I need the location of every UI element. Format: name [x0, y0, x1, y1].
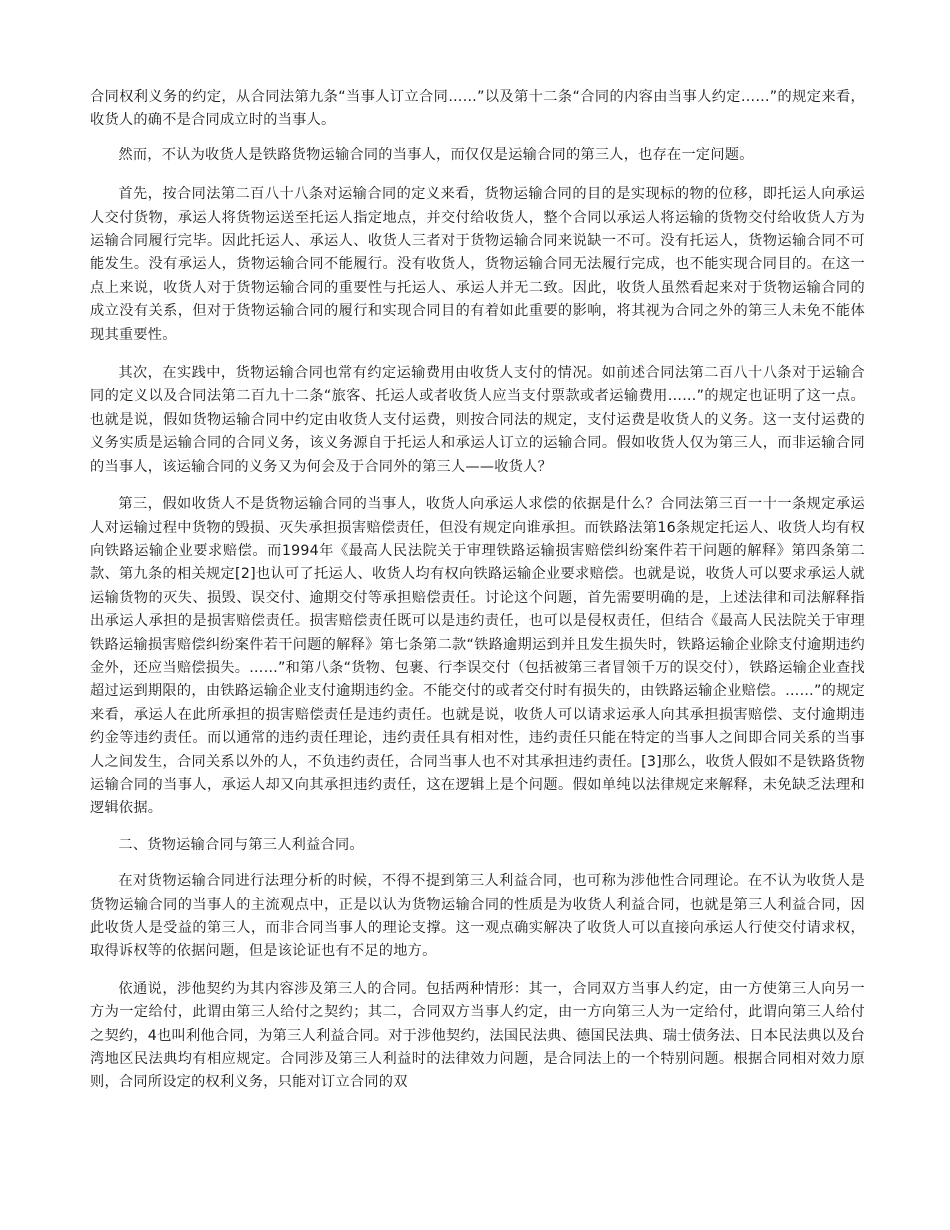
- paragraph-general-theory: 依通说，涉他契约为其内容涉及第三人的合同。包括两种情形：其一，合同双方当事人约定，由一方使第三人向另一方为一定给付，此谓由第三人给付之契约；其二，合同双方当事人约定，由一方向第三人为一定给付，此谓向第三人给付之契约，4也叫利他合同，为第三人利益合同。对于涉他契约，法国民法典、德国民法典、瑞士债务法、日本民法典以及台湾地区民法典均有相应规定。合同涉及第三人利益时的法律效力问题，是合同法上的一个特别问题。根据合同相对效力原则，合同所设定的权利义务，只能对订立合同的双: [90, 980, 865, 1091]
- paragraph-second-point: 其次，在实践中，货物运输合同也常有约定运输费用由收货人支付的情况。如前述合同法第二百八十八条对于运输合同的定义以及合同法第二百九十二条“旅客、托运人或者收货人应当支付票款或者运输费用……”的规定也证明了这一点。也就是说，假如货物运输合同中约定由收货人支付运费，则按合同法的规定，支付运费是收货人的义务。这一支付运费的义务实质是运输合同的合同义务，该义务源自于托运人和承运人订立的运输合同。假如收货人仅为第三人，而非运输合同的当事人，该运输合同的义务又为何会及于合同外的第三人——收货人？: [90, 365, 865, 475]
- paragraph-continuation: 合同权利义务的约定，从合同法第九条“当事人订立合同……”以及第十二条“合同的内容由当事人约定……”的规定来看，收货人的确不是合同成立时的当事人。: [90, 89, 865, 129]
- paragraph-third-party-contract: 在对货物运输合同进行法理分析的时候，不得不提到第三人利益合同，也可称为涉他性合同理论。在不认为收货人是货物运输合同的当事人的主流观点中，正是以认为货物运输合同的性质是为收货人利益合同，也就是第三人利益合同，因此收货人是受益的第三人，而非合同当事人的理论支撑。这一观点确实解决了收货人可以直接向承运人行使交付请求权，取得诉权等的依据问题，但是该论证也有不足的地方。: [90, 873, 865, 960]
- paragraph-however: 然而，不认为收货人是铁路货物运输合同的当事人，而仅仅是运输合同的第三人，也存在一定问题。: [118, 146, 754, 163]
- paragraph-third-point: 第三，假如收货人不是货物运输合同的当事人，收货人向承运人求偿的依据是什么？合同法第三百一十一条规定承运人对运输过程中货物的毁损、灭失承担损害赔偿责任，但没有规定向谁承担。而铁路法第16条规定托运人、收货人均有权向铁路运输企业要求赔偿。而1994年《最高人民法院关于审理铁路运输损害赔偿纠纷案件若干问题的解释》第四条第二款、第九条的相关规定[2]也认可了托运人、收货人均有权向铁路运输企业要求赔偿。也就是说，收货人可以要求承运人就运输货物的灭失、损毁、误交付、逾期交付等承担赔偿责任。讨论这个问题，首先需要明确的是，上述法律和司法解释指出承运人承担的是损害赔偿责任。损害赔偿责任既可以是违约责任，也可以是侵权责任，但结合《最高人民法院关于审理铁路运输损害赔偿纠纷案件若干问题的解释》第七条第二款“铁路逾期运到并且发生损失时，铁路运输企业除支付逾期违约金外，还应当赔偿损失。……”和第八条“货物、包裹、行李误交付（包括被第三者冒领千万的误交付），铁路运输企业查找超过运到期限的，由铁路运输企业支付逾期违约金。不能交付的或者交付时有损失的，由铁路运输企业赔偿。……”的规定来看，承运人在此所承担的损害赔偿责任是违约责任。也就是说，收货人可以请求运承人向其承担损害赔偿、支付逾期违约金等违约责任。而以通常的违约责任理论，违约责任具有相对性，违约责任只能在特定的当事人之间即合同关系的当事人之间发生，合同关系以外的人，不负违约责任，合同当事人也不对其承担违约责任。[3]那么，收货人假如不是铁路货物运输合同的当事人，承运人却又向其承担违约责任，这在逻辑上是个问题。假如单纯以法律规定来解释，未免缺乏法理和逻辑依据。: [90, 496, 865, 817]
- paragraph-first-point: 首先，按合同法第二百八十八条对运输合同的定义来看，货物运输合同的目的是实现标的物的位移，即托运人向承运人交付货物，承运人将货物运送至托运人指定地点，并交付给收货人，整个合同以承运人将运输的货物交付给收货人方为运输合同履行完毕。因此托运人、承运人、收货人三者对于货物运输合同来说缺一不可。没有托运人，货物运输合同不可能发生。没有承运人，货物运输合同不能履行。没有收货人，货物运输合同无法履行完成，也不能实现合同目的。在这一点上来说，收货人对于货物运输合同的重要性与托运人、承运人并无二致。因此，收货人虽然看起来对于货物运输合同的成立没有关系，但对于货物运输合同的履行和实现合同目的有着如此重要的影响，将其视为合同之外的第三人未免不能体现其重要性。: [90, 186, 865, 343]
- section-heading: 二、货物运输合同与第三人利益合同。: [118, 836, 364, 853]
- document-page: [90, 86, 865, 1095]
